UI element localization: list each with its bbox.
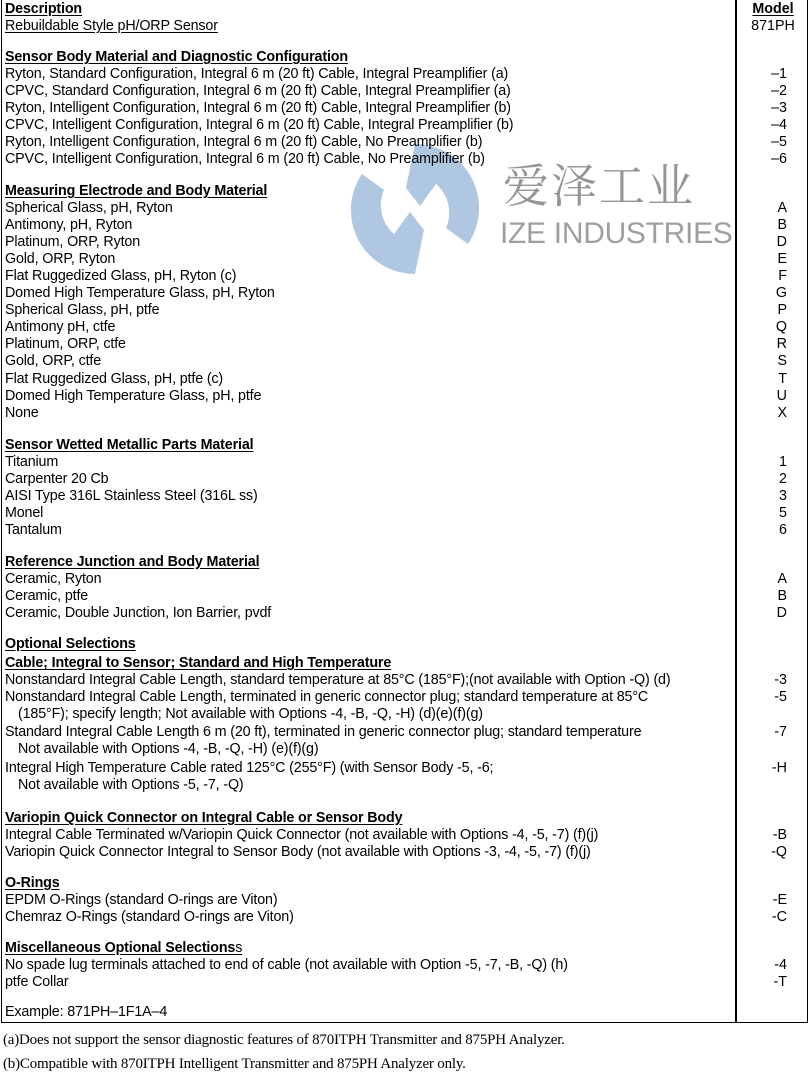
option-row: Ryton, Standard Configuration, Integral 6 m (20 ft) Cable, Integral Preamplifier (a) bbox=[5, 66, 509, 82]
option-code: -H bbox=[771, 760, 787, 776]
option-code: –5 bbox=[771, 134, 787, 150]
option-code: -C bbox=[771, 909, 787, 925]
option-code: –1 bbox=[771, 66, 787, 82]
option-code: 1 bbox=[779, 454, 787, 470]
option-code: B bbox=[777, 588, 787, 604]
section-heading bbox=[5, 940, 242, 957]
option-code: U bbox=[776, 388, 787, 404]
option-code: 6 bbox=[779, 522, 787, 538]
section-subheading: Cable; Integral to Sensor; Standard and High Temperature bbox=[5, 655, 392, 671]
example-code: Example: 871PH–1F1A–4 bbox=[5, 1004, 168, 1020]
option-code: –3 bbox=[771, 100, 787, 116]
option-row-continued: Not available with Options -4, -B, -Q, -H) (e)(f)(g) bbox=[18, 741, 319, 757]
option-row: Ryton, Intelligent Configuration, Integral 6 m (20 ft) Cable, Integral Preamplifier (b) bbox=[5, 100, 511, 116]
option-code: G bbox=[775, 285, 787, 301]
option-row: Ryton, Intelligent Configuration, Integral 6 m (20 ft) Cable, No Preamplifier (b) bbox=[5, 134, 483, 150]
option-row: Antimony pH, ctfe bbox=[5, 319, 116, 335]
model-base-code: 871PH bbox=[751, 18, 795, 34]
option-code: 5 bbox=[779, 505, 787, 521]
option-row: Flat Ruggedized Glass, pH, ptfe (c) bbox=[5, 371, 224, 387]
model-header: Model bbox=[752, 1, 794, 17]
option-row: Platinum, ORP, ctfe bbox=[5, 336, 126, 352]
option-row: Integral Cable Terminated w/Variopin Quick Connector (not available with Options -4, -5, -7) (f)(j) bbox=[5, 827, 599, 843]
option-code: F bbox=[778, 268, 787, 284]
option-row: ptfe Collar bbox=[5, 974, 69, 990]
option-row: AISI Type 316L Stainless Steel (316L ss) bbox=[5, 488, 258, 504]
option-code: -T bbox=[773, 974, 787, 990]
section-heading: Sensor Body Material and Diagnostic Configuration bbox=[5, 49, 348, 65]
option-row: Nonstandard Integral Cable Length, terminated in generic connector plug; standard temperature at 85°C bbox=[5, 689, 649, 705]
option-code: –6 bbox=[771, 151, 787, 167]
option-code: -5 bbox=[774, 689, 787, 705]
option-row: Nonstandard Integral Cable Length, standard temperature at 85°C (185°F);(not available with Option -Q) (d) bbox=[5, 672, 671, 688]
option-code: –4 bbox=[771, 117, 787, 133]
option-row: No spade lug terminals attached to end of cable (not available with Option -5, -7, -B, -Q) (h) bbox=[5, 957, 568, 973]
option-row: Domed High Temperature Glass, pH, ptfe bbox=[5, 388, 262, 404]
option-code: -3 bbox=[774, 672, 787, 688]
option-row: Titanium bbox=[5, 454, 59, 470]
section-heading: Optional Selections bbox=[5, 636, 136, 652]
option-code: Q bbox=[775, 319, 787, 335]
option-code: -7 bbox=[774, 724, 787, 740]
option-row: Monel bbox=[5, 505, 44, 521]
option-row: Domed High Temperature Glass, pH, Ryton bbox=[5, 285, 275, 301]
option-code: –2 bbox=[771, 83, 787, 99]
option-code: T bbox=[778, 371, 787, 387]
watermark-english-text: IZE INDUSTRIES bbox=[500, 217, 733, 250]
option-code: 2 bbox=[779, 471, 787, 487]
option-row: Flat Ruggedized Glass, pH, Ryton (c) bbox=[5, 268, 237, 284]
option-row: Gold, ORP, ctfe bbox=[5, 353, 102, 369]
option-code: 3 bbox=[779, 488, 787, 504]
option-code: -E bbox=[772, 892, 787, 908]
option-code: A bbox=[777, 200, 787, 216]
option-code: E bbox=[777, 251, 787, 267]
option-row: Gold, ORP, Ryton bbox=[5, 251, 116, 267]
option-row: Standard Integral Cable Length 6 m (20 ft), terminated in generic connector plug; standard temperature bbox=[5, 724, 642, 740]
option-code: S bbox=[777, 353, 787, 369]
section-heading: Measuring Electrode and Body Material bbox=[5, 183, 268, 199]
option-code: A bbox=[777, 571, 787, 587]
section-heading: Variopin Quick Connector on Integral Cable or Sensor Body bbox=[5, 810, 403, 826]
option-code: -Q bbox=[771, 844, 787, 860]
option-code: -B bbox=[772, 827, 787, 843]
option-row: Spherical Glass, pH, Ryton bbox=[5, 200, 173, 216]
option-code: X bbox=[777, 405, 787, 421]
section-heading-tail: s bbox=[235, 940, 243, 956]
option-row: Carpenter 20 Cb bbox=[5, 471, 109, 487]
option-code: P bbox=[777, 302, 787, 318]
option-code: D bbox=[776, 605, 787, 621]
option-row: Variopin Quick Connector Integral to Sensor Body (not available with Options -3, -4, -5, -7) (f)(j) bbox=[5, 844, 591, 860]
option-row: Ceramic, ptfe bbox=[5, 588, 89, 604]
option-row: Ceramic, Ryton bbox=[5, 571, 102, 587]
option-row: CPVC, Standard Configuration, Integral 6 m (20 ft) Cable, Integral Preamplifier (a) bbox=[5, 83, 511, 99]
option-row: Spherical Glass, pH, ptfe bbox=[5, 302, 160, 318]
option-row-continued: (185°F); specify length; Not available with Options -4, -B, -Q, -H) (d)(e)(f)(g) bbox=[18, 706, 483, 722]
option-row: Integral High Temperature Cable rated 125°C (255°F) (with Sensor Body -5, -6; bbox=[5, 760, 494, 776]
product-title: Rebuildable Style pH/ORP Sensor bbox=[5, 18, 218, 34]
footnote-b: (b)Compatible with 870ITPH Intelligent Transmitter and 875PH Analyzer only. bbox=[3, 1056, 466, 1072]
option-row: CPVC, Intelligent Configuration, Integral 6 m (20 ft) Cable, No Preamplifier (b) bbox=[5, 151, 485, 167]
option-code: -4 bbox=[774, 957, 787, 973]
section-heading-text: Miscellaneous Optional Selections bbox=[5, 940, 236, 956]
section-heading: O-Rings bbox=[5, 875, 60, 891]
option-row: Chemraz O-Rings (standard O-rings are Viton) bbox=[5, 909, 294, 925]
option-row: Tantalum bbox=[5, 522, 62, 538]
option-row: None bbox=[5, 405, 39, 421]
option-row: Platinum, ORP, Ryton bbox=[5, 234, 140, 250]
section-heading: Sensor Wetted Metallic Parts Material bbox=[5, 437, 254, 453]
footnote-a: (a)Does not support the sensor diagnostic features of 870ITPH Transmitter and 875PH Analyzer. bbox=[3, 1032, 565, 1048]
option-row: Antimony, pH, Ryton bbox=[5, 217, 133, 233]
option-code: R bbox=[776, 336, 787, 352]
watermark-chinese-text: 爱泽工业 bbox=[503, 159, 695, 213]
option-code: D bbox=[776, 234, 787, 250]
option-row-continued: Not available with Options -5, -7, -Q) bbox=[18, 777, 244, 793]
description-header: Description bbox=[5, 1, 82, 17]
option-row: EPDM O-Rings (standard O-rings are Viton) bbox=[5, 892, 278, 908]
option-row: CPVC, Intelligent Configuration, Integral 6 m (20 ft) Cable, Integral Preamplifier (b) bbox=[5, 117, 514, 133]
option-row: Ceramic, Double Junction, Ion Barrier, pvdf bbox=[5, 605, 272, 621]
option-code: B bbox=[777, 217, 787, 233]
section-heading: Reference Junction and Body Material bbox=[5, 554, 260, 570]
